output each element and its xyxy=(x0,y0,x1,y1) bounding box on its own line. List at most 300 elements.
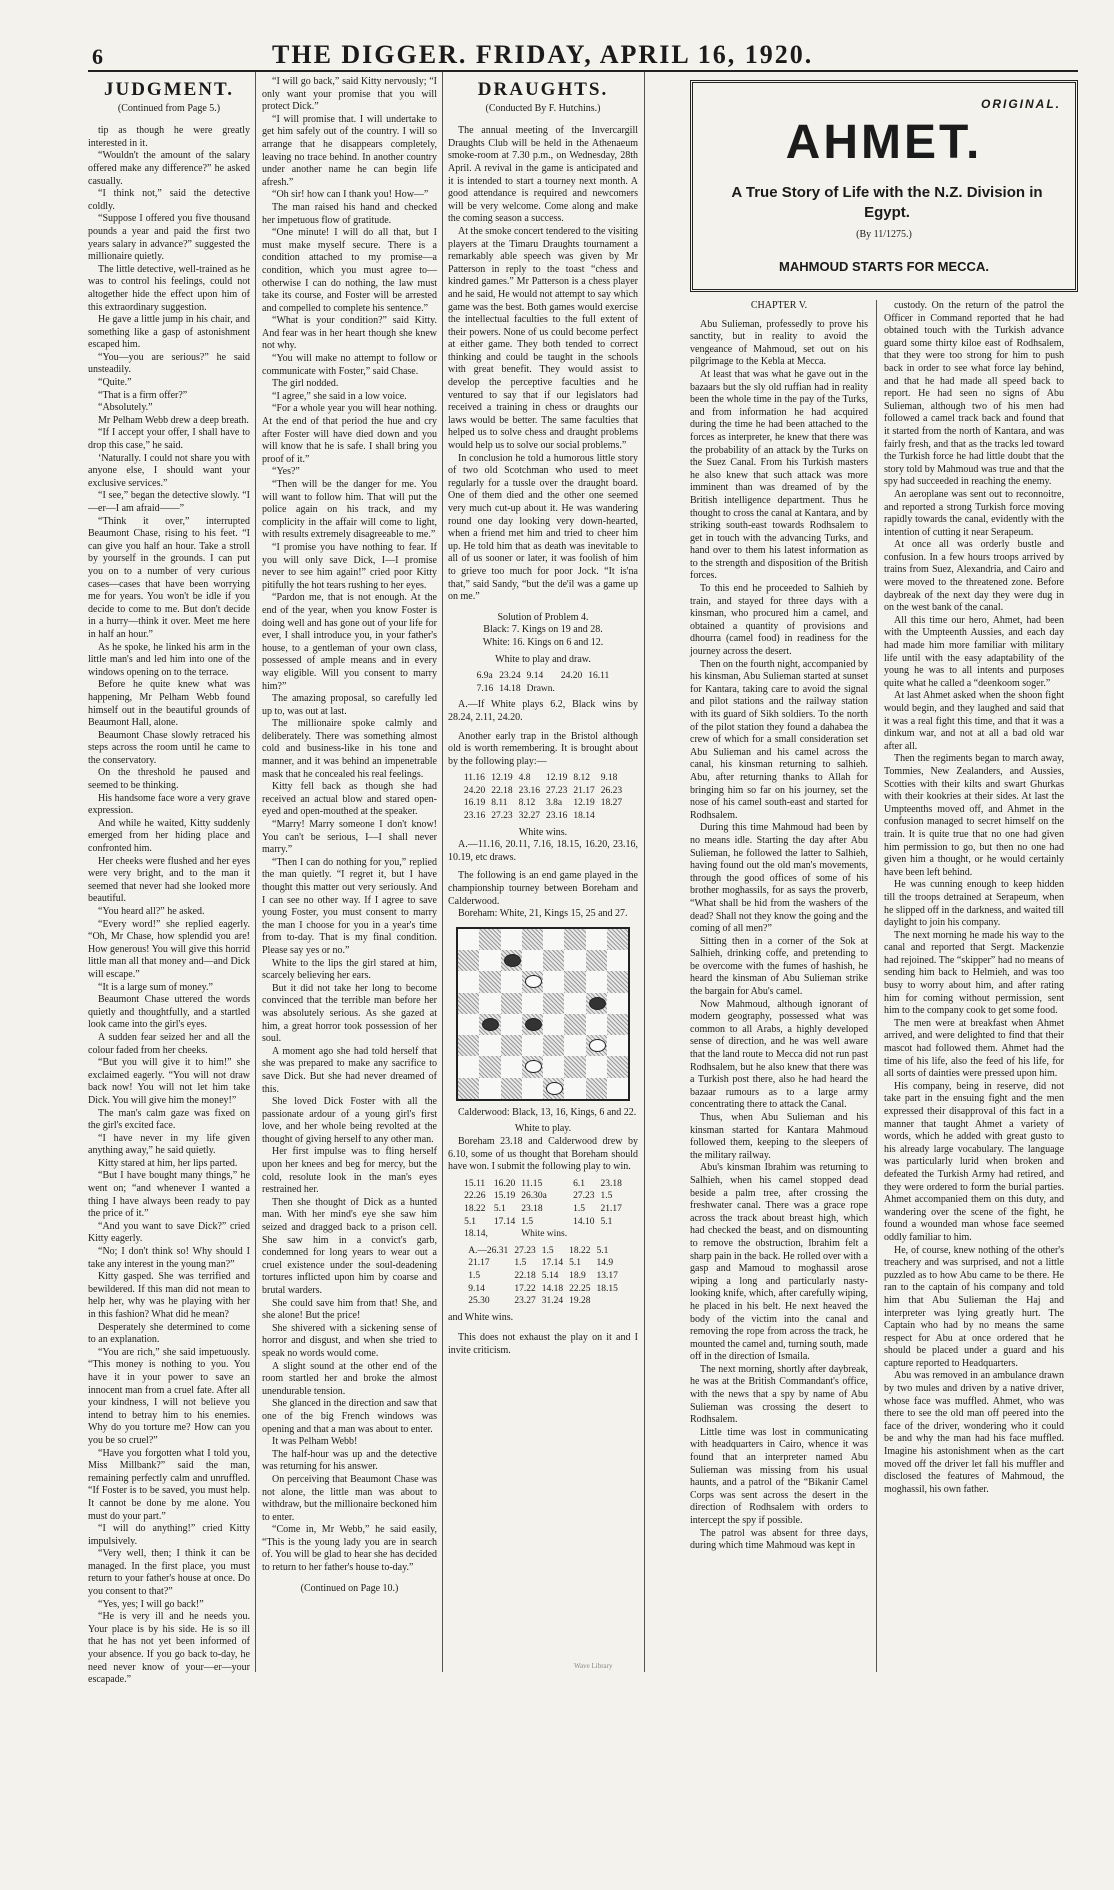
paragraph: “Have you forgotten what I told you, Miss Millbank?” said the man, remaining perfectly calm and unruffled. “If Foster is to be saved, you must help. It cannot be done by me alone. You must do your part.” xyxy=(88,1447,250,1522)
move-cell: 19.28 xyxy=(569,1296,591,1307)
paragraph: On the threshold he paused and seemed to be thinking. xyxy=(88,767,250,792)
ahmet-continued-body xyxy=(884,300,1064,1496)
move-row xyxy=(465,1270,621,1283)
move-cell: 21.17 xyxy=(600,1203,622,1214)
move-cell: 17.14 xyxy=(493,1216,516,1227)
board-square xyxy=(607,1078,628,1099)
paragraph: The half-hour was up and the detective was returning for his answer. xyxy=(262,1448,437,1473)
board-square xyxy=(522,929,543,950)
move-row xyxy=(461,810,625,823)
move-cell: 24.20 xyxy=(560,671,583,682)
board-square xyxy=(501,1014,522,1035)
move-cell: 18.14 xyxy=(573,811,595,822)
endgame-black: Calderwood: Black, 13, 16, Kings, 6 and 22. xyxy=(458,1106,637,1118)
move-cell: 18.22 xyxy=(464,1203,486,1214)
paragraph: He, of course, knew nothing of the other's treachery and was surprised, and not a little puzzled as to how Abu came to be there. He ran to the captain of his company and told him that Abu Sulieman the Haj and interpreter was lying greatly hurt. The Captain who had by no means the same respect for Abu at once ordered that he should be placed under a guard and his capture reported to Headquarters. xyxy=(884,1244,1064,1369)
board-square xyxy=(522,993,543,1014)
solution-moves-table xyxy=(474,670,613,695)
board-square xyxy=(522,950,543,971)
board-square xyxy=(458,1056,479,1077)
board-square xyxy=(479,1078,500,1099)
move-cell: 23.18 xyxy=(600,1178,622,1189)
paragraph: “Then I can do nothing for you,” replied the man quietly. “I regret it, but I have thought this matter out very seriously. And I can see no other way. If I agree to save young Foster, you must consent to marry the man I choose for you in a year's time from to-day. That is my final condition. Please say yes or no.” xyxy=(262,856,437,956)
move-cell: 27.23 xyxy=(491,811,513,822)
paragraph: He gave a little jump in his chair, and something like a gasp of astonishment escaped him. xyxy=(88,314,250,351)
solution-task: White to play and draw. xyxy=(495,653,591,665)
judgment-body xyxy=(88,125,250,1687)
move-row xyxy=(461,772,625,785)
move-cell: 23.16 xyxy=(546,811,568,822)
move-cell: 14.9 xyxy=(596,1258,614,1269)
paragraph: “Marry! Marry someone I don't know! You can't be serious, I—I shall never marry.” xyxy=(262,819,437,856)
move-cell: 22.18 xyxy=(491,785,513,796)
move-cell: 1.5 xyxy=(600,1191,613,1202)
board-square xyxy=(543,971,564,992)
board-square xyxy=(586,1035,607,1056)
paragraph: Desperately she determined to come to an explanation. xyxy=(88,1321,250,1346)
move-cell: 18.15 xyxy=(596,1283,618,1294)
paragraph: “It is a large sum of money.” xyxy=(98,981,213,993)
paragraph: All this time our hero, Ahmet, had been with the Umpteenth Aussies, and each day had made him more familiar with military life until with the easy adaptability of the young he was to all intents and purposes quite what he called a “deenkoom soger.” xyxy=(884,614,1064,689)
move-row xyxy=(465,1295,621,1308)
paragraph: The patrol was absent for three days, during which time Mahmoud was kept in xyxy=(690,1527,868,1552)
paragraph: “I see,” began the detective slowly. “I —er—I am afraid——” xyxy=(88,490,250,514)
move-cell: 12.19 xyxy=(491,773,513,784)
move-cell: 5.1 xyxy=(596,1245,609,1256)
paragraph: “I will promise that. I will undertake to get him safely out of the country. I will so arrange that he disappears completely, leaving no trace behind. In another country under another name he can begin life afresh.” xyxy=(262,113,437,188)
move-cell xyxy=(570,1228,597,1241)
paragraph: “I think not,” said the detective coldly. xyxy=(88,188,250,212)
masthead-rule xyxy=(88,70,1078,72)
paragraph: She loved Dick Foster with all the passionate ardour of a young girl's first love, and her whole being revolted at the thought of giving herself to any other man. xyxy=(262,1096,437,1145)
paragraph: On perceiving that Beaumont Chase was not alone, the little man was about to withdraw, but the millionaire beckoned him to enter. xyxy=(262,1473,437,1523)
move-cell xyxy=(558,683,585,696)
move-cell: A.—26.31 xyxy=(468,1245,509,1256)
move-cell: 13.17 xyxy=(596,1270,618,1281)
board-square xyxy=(564,1056,585,1077)
board-square xyxy=(522,1014,543,1035)
paragraph: tip as though he were greatly interested in it. xyxy=(88,125,250,149)
move-cell: White wins. xyxy=(521,1229,568,1240)
endgame-moves-table xyxy=(461,1178,625,1241)
paragraph: The men were at breakfast when Ahmet arrived, and were delighted to find that their mascot had followed them. Ahmet had the time of his life, also the feed of his life, for all sorts of dainties were pressed upon him. xyxy=(884,1017,1064,1080)
paragraph: She shivered with a sickening sense of horror and disgust, and when she tried to speak no words would come. xyxy=(262,1322,437,1359)
move-cell xyxy=(593,1295,620,1308)
move-cell xyxy=(491,1228,518,1241)
move-cell: 3.8a xyxy=(546,798,563,809)
ahmet-body xyxy=(690,319,868,1553)
white-piece xyxy=(546,1082,563,1095)
paragraph: Abu's kinsman Ibrahim was returning to Salhieh, when his camel stopped dead beside a palm tree, after crossing the freshwater canal. There was a grace rope across the track about breast high, which had checked the beast, and on dismounting to remove the obstruction, Ibrahim felt a sharp pain in the back. He rolled over with a gasp and Mamoud to moghassil arose wiping a long and particularly nasty-looking knife, which, after carefully wiping, he placed in his belt. He next heaved the body of the victim into the canal and removing the rope from across the track, he mounted the camel and, turning south, made off in the direction of Ismaila. xyxy=(690,1162,868,1363)
board-square xyxy=(543,993,564,1014)
paragraph: “You—you are serious?” he said unsteadily. xyxy=(88,351,250,376)
paragraph: “Then will be the danger for me. You will want to follow him. That will put the police again on his track, and my complicity in the affair will come to light, with results extremely disagreeable to me.” xyxy=(262,479,437,541)
judgment-continued-body xyxy=(262,76,437,1575)
move-cell: 27.23 xyxy=(514,1245,536,1256)
paragraph: Mr Pelham Webb drew a deep breath. xyxy=(98,414,249,426)
judgment-footer: (Continued on Page 10.) xyxy=(300,1582,399,1594)
board-square xyxy=(564,971,585,992)
draughts-subhead: (Conducted By F. Hutchins.) xyxy=(485,102,601,114)
move-cell: 15.11 xyxy=(464,1178,486,1189)
paragraph: She glanced in the direction and saw that one of the big French windows was opening and that a man was about to enter. xyxy=(262,1398,437,1435)
masthead xyxy=(0,0,1114,70)
move-cell: 32.27 xyxy=(518,811,540,822)
paragraph: At last Ahmet asked when the shoon fight would begin, and they laughed and said that it was a real fight this time, and that it was a dinkum war, and not at all a bad old war after all. xyxy=(884,690,1064,752)
move-cell: 5.14 xyxy=(541,1270,559,1281)
move-row xyxy=(474,683,613,696)
move-cell: 23.24 xyxy=(499,671,521,682)
board-square xyxy=(586,929,607,950)
board-square xyxy=(607,1056,628,1077)
draughts-column xyxy=(448,76,638,1666)
move-cell: 12.19 xyxy=(573,798,595,809)
move-cell: 23.27 xyxy=(514,1296,536,1307)
endgame-text: Boreham 23.18 and Calderwood drew by 6.10, some of us thought that Boreham should have won. I submit the following play to win. xyxy=(448,1136,638,1173)
move-cell: 1.5 xyxy=(541,1245,554,1256)
move-cell: 31.24 xyxy=(541,1296,564,1307)
board-square xyxy=(543,1014,564,1035)
white-piece xyxy=(525,975,542,988)
board-square xyxy=(586,950,607,971)
move-cell: 8.12 xyxy=(573,773,590,784)
paragraph: Thus, when Abu Sulieman and his kinsman started for Kantara Mahmoud followed them, keeping to the sleepers of the military railway. xyxy=(690,1112,868,1161)
move-cell: 8.11 xyxy=(491,798,508,809)
black-piece xyxy=(482,1018,499,1031)
move-cell: 16.19 xyxy=(463,798,486,809)
paragraph: “Suppose I offered you five thousand pounds a year and paid the first two years salary in advance?” suggested the millionaire quietly. xyxy=(88,213,250,263)
move-cell: 8.12 xyxy=(518,798,536,809)
white-piece xyxy=(525,1060,542,1073)
paragraph: Kitty gasped. She was terrified and bewildered. If this man did not mean to help her, why was he playing with her in this fashion? What did he mean? xyxy=(88,1271,250,1320)
paragraph: “That is a firm offer?” xyxy=(98,389,188,401)
paragraph: Beaumont Chase uttered the words quietly and thoughtfully, and a startled look came into the girl's eyes. xyxy=(88,994,250,1031)
board-square xyxy=(458,993,479,1014)
ahmet-continued-column xyxy=(884,300,1064,1890)
paragraph: Then on the fourth night, accompanied by his kinsman, Abu Sulieman started at sunset for Kantara, taking care to avoid the signal and pilot stations and the railway station with its guard of Sikh soldiers. To the north of the pilot station they found a dahabea the crew of which for a small consideration set Abu Sulieman and his camel across the canal, his kinsman returning to salhieh. Abu, after returning thanks to Allah for bringing him so far on his journey, set the nose of his camel south-east and started for Rodhsalem. xyxy=(690,658,869,821)
paragraph: As he spoke, he linked his arm in the little man's and led him into one of the windows opening on to the terrace. xyxy=(88,641,250,678)
board-square xyxy=(501,1056,522,1077)
paragraph: “If I accept your offer, I shall have to drop this case,” he said. xyxy=(88,427,250,452)
board-square xyxy=(479,1014,500,1035)
move-cell: 22.18 xyxy=(514,1270,536,1281)
judgment-column xyxy=(88,76,250,1686)
paragraph: It was Pelham Webb! xyxy=(272,1436,358,1448)
move-row xyxy=(465,1257,621,1270)
solution-position-white: White: 16. Kings on 6 and 12. xyxy=(482,636,604,648)
move-row xyxy=(461,1203,625,1216)
move-cell: 15.19 xyxy=(493,1191,516,1202)
paragraph: The millionaire spoke calmly and deliberately. There was something almost cold and business-like in his tone and manner, and it was behind an impenetrable mask that he concealed his real feelings. xyxy=(262,718,437,780)
board-square xyxy=(479,929,500,950)
paragraph: Then the regiments began to march away, Tommies, New Zealanders, and Aussies, Scotties with their kilts and swart Ghurkas with their kookries at their sides. At last the Umpteenths moved off, and Ahmet in the confusion managed to secret himself on the train. It is quite true that no one had given him permission to go, but then no one had given him a thought, or he would certainly have been left behind. xyxy=(884,753,1064,878)
paragraph: Then she thought of Dick as a hunted man. With her mind's eye she saw him seized and dragged back to a prison cell. She saw him in a convict's garb, condemned for long years to wear out a cruel existence under the soul-deadening tortures inflicted upon him by coarse and brutal warders. xyxy=(262,1196,437,1296)
move-row xyxy=(461,1178,625,1191)
ahmet-column xyxy=(690,300,868,1890)
paragraph: ‘Naturally. I could not share you with anyone else, I should want your exclusive services.” xyxy=(88,452,250,489)
board-square xyxy=(564,1014,585,1035)
draughts-closing: This does not exhaust the play on it and I invite criticism. xyxy=(448,1332,638,1356)
paragraph: To this end he proceeded to Salhieh by train, and stayed for three days with a kinsman, who procured him a camel, and obtained a quantity of provisions and dhourra (camel food) in readiness for the journey across the desert. xyxy=(690,583,868,658)
paragraph: An aeroplane was sent out to reconnoitre, and reported a strong Turkish force moving rapidly towards the canal, evidently with the intention of cutting it near Serapeum. xyxy=(884,488,1064,538)
paragraph: The next morning, shortly after daybreak, he was at the British Commandant's office, with the news that a spy by name of Abu Sulieman was crossing the desert to Rodhsalem. xyxy=(690,1363,868,1426)
board-square xyxy=(479,1056,500,1077)
paragraph: The annual meeting of the Invercargill Draughts Club will be held in the Athenaeum smoke-room at 7.30 p.m., on Wednesday, 28th April. A revival in the game is anticipated and it is intended to start a tourney next month. A good attendance is required and newcomers will be very welcome. Come along and make the coming season a success. xyxy=(448,125,638,225)
paragraph: “Pardon me, that is not enough. At the end of the year, when you know Foster is doing well and has gone out of your life for ever, I shall introduce you, in your father's house, to a gentleman of your own class, possessed of ample means and in every way eligible. Will you consent to marry him?” xyxy=(262,592,437,692)
move-row xyxy=(461,1190,625,1203)
board-square xyxy=(458,929,479,950)
move-cell: 11.15 xyxy=(521,1178,543,1189)
masthead-title: THE DIGGER. FRIDAY, APRIL 16, 1920. xyxy=(272,40,814,69)
paragraph: “For a whole year you will hear nothing. At the end of that period the hue and cry after Foster will have died down and you will know that he is safe. I shall bring you proof of it.” xyxy=(262,403,437,465)
paragraph: “Think it over,” interrupted Beaumont Chase, rising to his feet. “I can give you half an hour. Take a stroll by yourself in the grounds. I can put you on to a number of very curious cases—cases that have been worrying me for years. You won't be idle if you decide to come to me. But don't decide in a hurry—think it over. Meet me here in half an hour.” xyxy=(88,515,250,640)
paragraph: But it did not take her long to become convinced that the terrible man before her was absolutely serious. As she gazed at him, a great horror took possession of her soul. xyxy=(262,982,437,1045)
board-square xyxy=(564,950,585,971)
paragraph: “You will make no attempt to follow or communicate with Foster,” said Chase. xyxy=(262,353,437,377)
paragraph: Beaumont Chase slowly retraced his steps across the room until he came to the conservatory. xyxy=(88,729,250,766)
judgment-subhead: (Continued from Page 5.) xyxy=(117,102,221,114)
board-square xyxy=(543,1078,564,1099)
move-cell: 1.5 xyxy=(573,1203,586,1214)
paragraph: “What is your condition?” said Kitty. And fear was in her heart though she knew not why. xyxy=(262,315,437,352)
board-square xyxy=(543,1056,564,1077)
paragraph: Before he quite knew what was happening, Mr Pelham Webb found himself out in the beautiful grounds of Beaumont Hall, alone. xyxy=(88,679,250,729)
move-cell: 9.18 xyxy=(600,773,618,784)
move-cell: 5.1 xyxy=(569,1258,581,1269)
judgment-continued-column xyxy=(262,76,437,1666)
move-cell: 21.17 xyxy=(468,1258,490,1269)
move-cell: 18.9 xyxy=(569,1270,586,1281)
move-row xyxy=(461,1228,625,1241)
paragraph: At once all was orderly bustle and confusion. In a few hours troops arrived by trains from Suez, Alexandria, and Cairo and were moved to the threatened zone. Before daybreak of the next day they were dug in on the west bank of the canal. xyxy=(884,539,1064,614)
paragraph: Abu Sulieman, professedly to prove his sanctity, but in reality to avoid the vengeance of Mahmoud, set out on his pilgrimage to the Kebla at Mecca. xyxy=(690,318,868,368)
paragraph: “Very well, then; I think it can be managed. In the first place, you must return to your father's house at once. Do you consent to that?” xyxy=(88,1548,250,1598)
board-square xyxy=(586,1056,607,1077)
board-square xyxy=(607,993,628,1014)
move-cell: 22.26 xyxy=(464,1191,486,1202)
board-square xyxy=(479,950,500,971)
paragraph: A slight sound at the other end of the room startled her and broke the almost unendurable tension. xyxy=(262,1360,437,1397)
library-stamp: Wave Library xyxy=(574,1662,613,1670)
ahmet-section-heading: MAHMOUD STARTS FOR MECCA. xyxy=(779,259,989,274)
board-square xyxy=(607,971,628,992)
paragraph: The girl nodded. xyxy=(272,378,339,390)
paragraph: His company, being in reserve, did not take part in the ensuing fight and the men expressed their disapproval of this fact in a manner that taught Ahmet a variety of words, which he added with great gusto to his already large vocabulary. The language was particularly lurid when broken and defeated the Turkish Army had retired, and they were ordered to form the burial parties. Ahmet accompanied them on this duty, and wandering over the scene of the fight, he found a wounded man whose face seemed oddly familiar to him. xyxy=(884,1080,1064,1243)
paragraph: At the smoke concert tendered to the visiting players at the Timaru Draughts tournament a remarkably able speech was given by Mr Patterson in reply to the toast “chess and kindred games.” Mr Patterson is a chess player and he said, He would not attempt to say which game was the best. Both games would exercise the intellectual faculties to the full extent of their powers. None of us could become perfect at either game. They both tended to correct thinking and could be taught in the schools with great benefit. They would assist to develop the perceptive faculties and he ventured to say that if our legislators had received a training in chess or draughts our laws would be better. The same faculties that helped us to solve chess and draught problems would help us to solve our social problems.” xyxy=(448,225,638,452)
board-square xyxy=(522,1035,543,1056)
move-cell: 23.18 xyxy=(521,1203,543,1214)
move-row xyxy=(461,1216,625,1229)
move-row xyxy=(465,1283,621,1296)
trap-result: White wins. xyxy=(518,826,568,838)
board-square xyxy=(607,929,628,950)
ahmet-title-box xyxy=(690,80,1078,292)
move-row xyxy=(461,785,625,798)
board-square xyxy=(458,950,479,971)
paragraph: At least that was what he gave out in the bazaars but the sly old ruffian had in reality been the whole time in the pay of the Turks, and from information he had acquired during the time he had been attached to the forces as interpreter, he knew that there was the probability of an attack by the Turks on the Suez Canal. From his Turkish masters he also knew that such attack was more imminent than was dreamed of by the British intelligence department. Thus he thought to cross the canal at Kantara, and by striking south-east towards Rodhsalem to get in touch with the advancing Turks, and hand over to them his latest information as to the strength and disposition of the British forces. xyxy=(690,368,868,582)
board-square xyxy=(586,993,607,1014)
board-square xyxy=(501,1035,522,1056)
paragraph: “Wouldn't the amount of the salary offered make any difference?” he asked casually. xyxy=(88,150,250,187)
move-cell: 24.20 xyxy=(463,785,486,796)
move-cell: 26.30a xyxy=(521,1191,547,1202)
move-cell: 5.1 xyxy=(600,1216,613,1227)
board-square xyxy=(543,1035,564,1056)
endgame-task: White to play. xyxy=(514,1123,572,1135)
move-cell: 16.20 xyxy=(493,1178,516,1189)
move-cell: 21.17 xyxy=(573,785,595,796)
board-square xyxy=(458,1078,479,1099)
board-square xyxy=(586,1078,607,1099)
board-square xyxy=(501,993,522,1014)
paragraph: The little detective, well-trained as he was to control his feelings, could not altogether hide the effect upon him of this extraordinary suggestion. xyxy=(88,263,250,313)
move-cell: 12.19 xyxy=(546,773,568,784)
move-cell: 14.18 xyxy=(499,683,521,694)
board-square xyxy=(479,1035,500,1056)
endgame-white: Boreham: White, 21, Kings 15, 25 and 27. xyxy=(458,908,628,920)
board-square xyxy=(501,971,522,992)
board-square xyxy=(586,971,607,992)
column-divider xyxy=(255,72,256,1672)
board-square xyxy=(458,1035,479,1056)
move-row xyxy=(465,1245,621,1258)
black-piece xyxy=(525,1018,542,1031)
paragraph: “But I have bought many things,” he went on; “and whenever I wanted a thing I have always been ready to pay the price of it.” xyxy=(88,1170,250,1220)
move-cell: 27.23 xyxy=(546,785,568,796)
move-cell: 6.9a xyxy=(476,671,493,682)
trap-moves-table xyxy=(461,772,625,822)
move-cell: 5.1 xyxy=(493,1203,506,1214)
move-cell: 27.23 xyxy=(573,1191,595,1202)
page-number: 6 xyxy=(92,44,103,69)
board-square xyxy=(479,993,500,1014)
paragraph: Her first impulse was to fling herself upon her knees and beg for mercy, but the cold, resolute look in the man's eyes restrained her. xyxy=(262,1146,437,1196)
paragraph: A moment ago she had told herself that she was prepared to make any sacrifice to save Dick. But she had never dreamed of this. xyxy=(262,1045,437,1095)
board-square xyxy=(607,1035,628,1056)
board-square xyxy=(458,1014,479,1035)
board-square xyxy=(479,971,500,992)
move-cell: 1.5 xyxy=(521,1216,534,1227)
move-cell: 25.30 xyxy=(468,1296,490,1307)
paragraph: Her cheeks were flushed and her eyes were very bright, and to the man it seemed that never had she looked more beautiful. xyxy=(88,855,250,905)
board-square xyxy=(501,1078,522,1099)
move-cell: 26.23 xyxy=(600,785,623,796)
paragraph: “Quite.” xyxy=(98,377,132,389)
move-cell: 22.25 xyxy=(569,1283,591,1294)
board-square xyxy=(607,950,628,971)
move-cell: 7.16 xyxy=(476,683,494,694)
paragraph: During this time Mahmoud had been by no means idle. Starting the day after Abu Sulieman, he followed the latter to Salhieh, having found out the old man's movements, through the good offices of some of his brother moghassils, for as says the proverb, “What shall be hid from the washers of the dead? Shall not they know the going and the coming of all men?” xyxy=(690,822,868,935)
move-cell: 16.11 xyxy=(588,671,610,682)
paragraph: “You heard all?” he asked. xyxy=(98,906,205,917)
move-cell: 18.14, xyxy=(464,1229,488,1240)
board-square xyxy=(564,1035,585,1056)
chapter-heading: CHAPTER V. xyxy=(750,300,808,311)
solution-heading: Solution of Problem 4. xyxy=(497,611,589,623)
move-cell: 4.8 xyxy=(518,773,531,784)
move-cell: 14.18 xyxy=(541,1283,564,1294)
paragraph: “One minute! I will do all that, but I must make myself secure. There is a condition attached to my promise—a condition, which you must agree to—otherwise I can do nothing, the law must take its course, and Foster will be arrested and compelled to complete his sentence.” xyxy=(262,227,437,314)
paragraph: “He is very ill and he needs you. Your place is by his side. He is so ill that he has not yet been informed of your absence. If you go back to-day, he need never know of your—er—your escapade.” xyxy=(88,1611,250,1686)
original-label: ORIGINAL. xyxy=(981,97,1061,111)
move-cell: 18.27 xyxy=(600,798,623,809)
draughts-intro xyxy=(448,125,638,604)
board-square xyxy=(458,971,479,992)
move-row xyxy=(474,670,613,683)
draughts-board xyxy=(456,927,630,1101)
paragraph: “I have never in my life given anything away,” he said quietly. xyxy=(88,1132,250,1157)
move-cell: 9.14 xyxy=(526,671,544,682)
paragraph: “Every word!” she replied eagerly. “Oh, Mr Chase, how splendid you are! How generous! You will give this horrid little man all that money and—and Dick will escape.” xyxy=(88,918,250,980)
paragraph: “I will do anything!” cried Kitty impulsively. xyxy=(88,1523,250,1547)
paragraph: Now Mahmoud, although ignorant of modern geography, possessed what was common to all Arabs, a highly developed sense of direction, and he was well aware that the land route to Mecca did not run past Rodhsalem, but he also knew that there was a Turkish post there, also he had heard the bazaar rumours as to a large army concentrating there to attack the Canal. xyxy=(690,998,868,1111)
board-square xyxy=(522,971,543,992)
move-cell: 5.1 xyxy=(464,1216,476,1227)
paragraph: The man's calm gaze was fixed on the girl's excited face. xyxy=(88,1107,250,1132)
endgame-intro: The following is an end game played in the championship tourney between Boreham and Calderwood. xyxy=(448,870,638,907)
board-square xyxy=(501,950,522,971)
column-divider xyxy=(442,72,443,1672)
solution-position-black: Black: 7. Kings on 19 and 28. xyxy=(483,624,603,636)
paragraph: “But you will give it to him!” she exclaimed eagerly. “You will not draw back now! You will not let him take Dick. You will give him the money!” xyxy=(88,1057,250,1106)
board-square xyxy=(586,1014,607,1035)
move-cell: 6.1 xyxy=(573,1178,586,1189)
move-cell: 18.22 xyxy=(569,1245,591,1256)
trap-intro: Another early trap in the Bristol although old is worth remembering. It is brought about by the following play:— xyxy=(448,730,638,767)
paragraph: Abu was removed in an ambulance drawn by two mules and driven by a native driver, whose face was muffled. Ahmet, who was there to see the old man off peered into the face of the driver, wondering who it could be and why the man had his face muffled. Imagine his astonishment when as the cart moved off the driver let fall his muffler and disclosed the features of Mahmoud, the moghassil, his own father. xyxy=(884,1370,1064,1495)
move-cell xyxy=(598,1228,625,1241)
board-square xyxy=(543,929,564,950)
trap-note: A.—11.16, 20.11, 7.16, 18.15, 16.20, 23.16, 10.19, etc draws. xyxy=(448,839,638,863)
paragraph: Kitty fell back as though she had received an actual blow and stared open-eyed and open-mouthed at the speaker. xyxy=(262,781,437,818)
move-cell: 17.14 xyxy=(541,1258,564,1269)
paragraph: “You are rich,” she said impetuously. “This money is nothing to you. You have it in your power to save an innocent man from a cruel fate. After all your kindness, I will not believe you intend to betray him to his enemies. Why do you torture me? How can you you be so cruel?” xyxy=(88,1346,250,1446)
move-cell xyxy=(598,810,625,823)
paragraph: And while he waited, Kitty suddenly emerged from her hiding place and confronted him. xyxy=(88,817,250,855)
paragraph: “I promise you have nothing to fear. If you will only save Dick, I—I promise never to see him again!” cried poor Kitty pitifully the hot tears rushing to her eyes. xyxy=(262,541,437,591)
paragraph: Sitting then in a corner of the Sok at Salhieh, drinking coffe, and pretending to be overcome with the fumes of hashish, he heard the kinsman of Abu Sulieman strike the bargain for Abu's camel. xyxy=(690,935,868,998)
board-square xyxy=(564,993,585,1014)
paragraph: He was cunning enough to keep hidden till the troops detrained at Serapeum, when he slipped off in the darkness, and waited till daylight to join his company. xyxy=(884,879,1064,929)
board-square xyxy=(564,929,585,950)
move-cell xyxy=(585,683,612,696)
draughts-heading: DRAUGHTS. xyxy=(477,79,609,100)
black-piece xyxy=(504,954,521,967)
paragraph: White to the lips the girl stared at him, scarcely believing her ears. xyxy=(262,957,437,982)
board-square xyxy=(522,1056,543,1077)
endgame-note-tail: and White wins. xyxy=(448,1311,514,1323)
solution-note: A.—If White plays 6.2, Black wins by 28.24, 2.11, 24.20. xyxy=(448,699,638,723)
move-cell: 17.22 xyxy=(514,1283,536,1294)
paragraph: A sudden fear seized her and all the colour faded from her cheeks. xyxy=(88,1031,250,1056)
move-cell: 23.16 xyxy=(518,785,540,796)
move-cell: 11.16 xyxy=(463,773,485,784)
white-piece xyxy=(589,1039,606,1052)
paragraph: custody. On the return of the patrol the Officer in Command reported that he had obtained touch with the Turkish advance guard some thirty kiloe east of Rodhsalem, that they were too strong for him to push back in order to see what force lay behind, and that he had made all speed back to report. He had seen no signs of Abu Sulieman, although two of his men had followed a camel track back and found that it started from the north of Kantara, and was fairly fresh, and that as the tracks led toward the Turkish force he had little doubt that the story told by Mahmoud was true and that the spy had succeeded in reaching the enemy. xyxy=(884,300,1064,488)
board-square xyxy=(607,1014,628,1035)
endgame-note-moves-table xyxy=(465,1245,621,1308)
ahmet-title: AHMET. xyxy=(785,116,983,169)
move-cell: 1.5 xyxy=(468,1270,481,1281)
paragraph: “Come in, Mr Webb,” he said easily, “This is the young lady you are in search of. You will be glad to hear she has decided to return to her father's house to-day.” xyxy=(262,1524,437,1574)
column-divider xyxy=(644,72,645,1672)
paragraph: Kitty stared at him, her lips parted. xyxy=(98,1157,238,1169)
move-cell: Drawn. xyxy=(526,683,555,694)
paragraph: “Yes, yes; I will go back!” xyxy=(98,1598,204,1610)
board-square xyxy=(522,1078,543,1099)
paragraph: “Yes?” xyxy=(272,466,300,478)
ahmet-subtitle: A True Story of Life with the N.Z. Division in Egypt. xyxy=(731,184,1043,221)
